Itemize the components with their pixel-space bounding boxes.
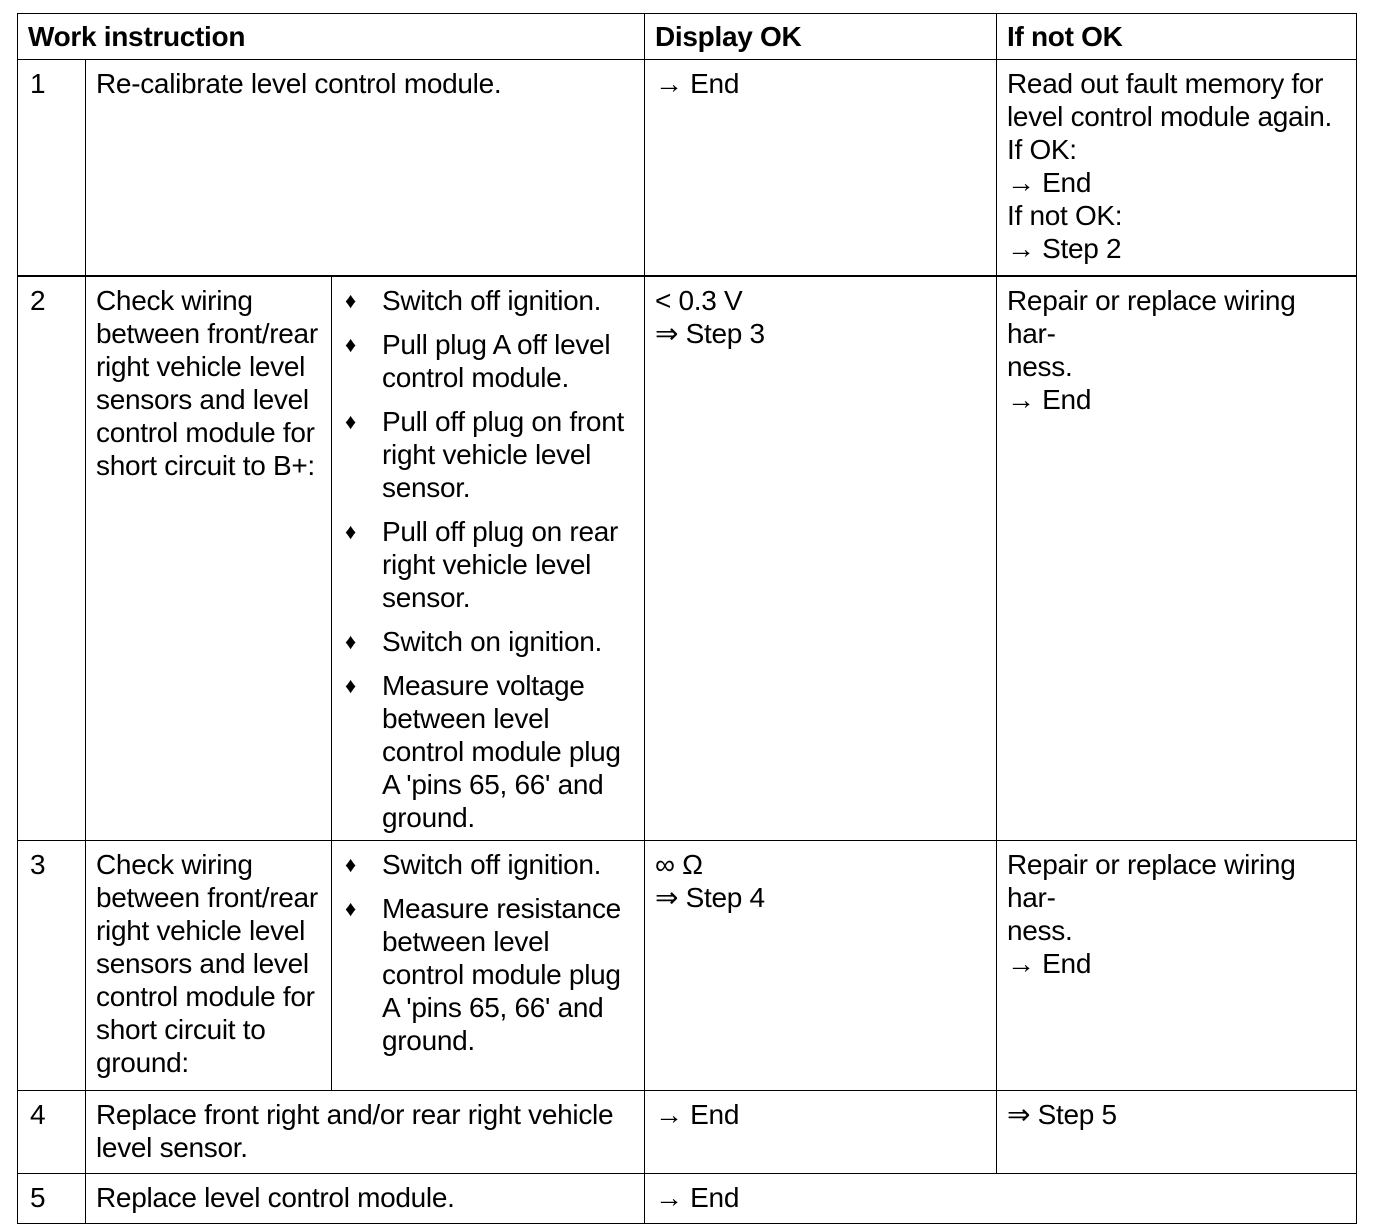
list-item: ♦ Switch off ignition. xyxy=(345,848,602,880)
header-display-ok: Display OK xyxy=(645,14,997,60)
header-row xyxy=(18,14,1357,60)
display-ok-line: < 0.3 V xyxy=(655,284,743,316)
if-not-ok-line: → End xyxy=(1007,947,1092,979)
instruction-cell: Re-calibrate level control module. xyxy=(86,60,645,276)
step-number: 3 xyxy=(18,840,86,1090)
diamond-bullet-icon: ♦ xyxy=(345,672,356,698)
table-row xyxy=(18,60,1357,276)
if-not-ok-line: level control module again. xyxy=(1007,101,1332,132)
list-item: ♦ Measure voltage between level control module plug A 'pins 65, 66' and ground. xyxy=(345,669,621,833)
display-ok-line: ∞ Ω xyxy=(655,848,703,880)
step-number: 2 xyxy=(18,276,86,841)
display-ok-cell xyxy=(645,276,997,841)
list-item: ♦ Measure resistance between level control module plug A 'pins 65, 66' and ground. xyxy=(345,892,621,1056)
step-number: 4 xyxy=(18,1090,86,1173)
diamond-bullet-icon: ♦ xyxy=(345,287,356,313)
diamond-bullet-icon: ♦ xyxy=(345,408,356,434)
list-item: ♦ Pull plug A off level control module. xyxy=(345,328,611,393)
if-not-ok-cell xyxy=(997,840,1357,1090)
work-instruction-table xyxy=(17,13,1357,1224)
diamond-bullet-icon: ♦ xyxy=(345,851,356,877)
diamond-bullet-icon: ♦ xyxy=(345,331,356,357)
procedure-list xyxy=(342,848,634,1057)
if-not-ok-line: ness. xyxy=(1007,350,1073,382)
instruction-cell: Replace front right and/or rear right vehicle level sensor. xyxy=(86,1090,645,1173)
header-if-not-ok: If not OK xyxy=(997,14,1357,60)
if-not-ok-line: → End xyxy=(1007,167,1092,198)
display-ok-cell xyxy=(645,840,997,1090)
table-row xyxy=(18,1090,1357,1173)
table-row xyxy=(18,1173,1357,1223)
procedure-cell xyxy=(332,840,645,1090)
list-item: ♦ Switch on ignition. xyxy=(345,625,602,657)
step-number: 5 xyxy=(18,1173,86,1223)
if-not-ok-cell xyxy=(997,60,1357,276)
header-work-instruction: Work instruction xyxy=(18,14,645,60)
display-ok-cell: → End xyxy=(645,1090,997,1173)
step-number: 1 xyxy=(18,60,86,276)
diamond-bullet-icon: ♦ xyxy=(345,628,356,654)
procedure-cell xyxy=(332,276,645,841)
if-not-ok-line: → End xyxy=(1007,383,1092,415)
diamond-bullet-icon: ♦ xyxy=(345,518,356,544)
list-item: ♦ Pull off plug on rear right vehicle level sensor. xyxy=(345,515,619,613)
if-not-ok-line: If not OK: xyxy=(1007,200,1123,231)
procedure-list xyxy=(342,284,634,834)
table-row xyxy=(18,276,1357,841)
if-not-ok-line: → Step 2 xyxy=(1007,233,1122,264)
diamond-bullet-icon: ♦ xyxy=(345,895,356,921)
check-cell: Check wiring between front/rear right vehicle level sensors and level control module for short circuit to B+: xyxy=(86,276,332,841)
instruction-cell: Replace level control module. xyxy=(86,1173,645,1223)
if-not-ok-line: If OK: xyxy=(1007,134,1077,165)
if-not-ok-cell xyxy=(997,276,1357,841)
display-ok-line: ⇒ Step 4 xyxy=(655,881,765,913)
list-item: ♦ Switch off ignition. xyxy=(345,284,602,316)
if-not-ok-line: Repair or replace wiring har- xyxy=(1007,848,1296,913)
if-not-ok-line: Read out fault memory for xyxy=(1007,68,1324,99)
list-item: ♦ Pull off plug on front right vehicle level sensor. xyxy=(345,405,624,503)
display-ok-cell: → End xyxy=(645,60,997,276)
table-row xyxy=(18,840,1357,1090)
display-ok-line: ⇒ Step 3 xyxy=(655,317,765,349)
if-not-ok-cell: ⇒ Step 5 xyxy=(997,1090,1357,1173)
check-cell: Check wiring between front/rear right vehicle level sensors and level control module for short circuit to ground: xyxy=(86,840,332,1090)
display-ok-cell: → End xyxy=(645,1173,1357,1223)
if-not-ok-line: ness. xyxy=(1007,914,1073,946)
if-not-ok-line: Repair or replace wiring har- xyxy=(1007,284,1296,349)
